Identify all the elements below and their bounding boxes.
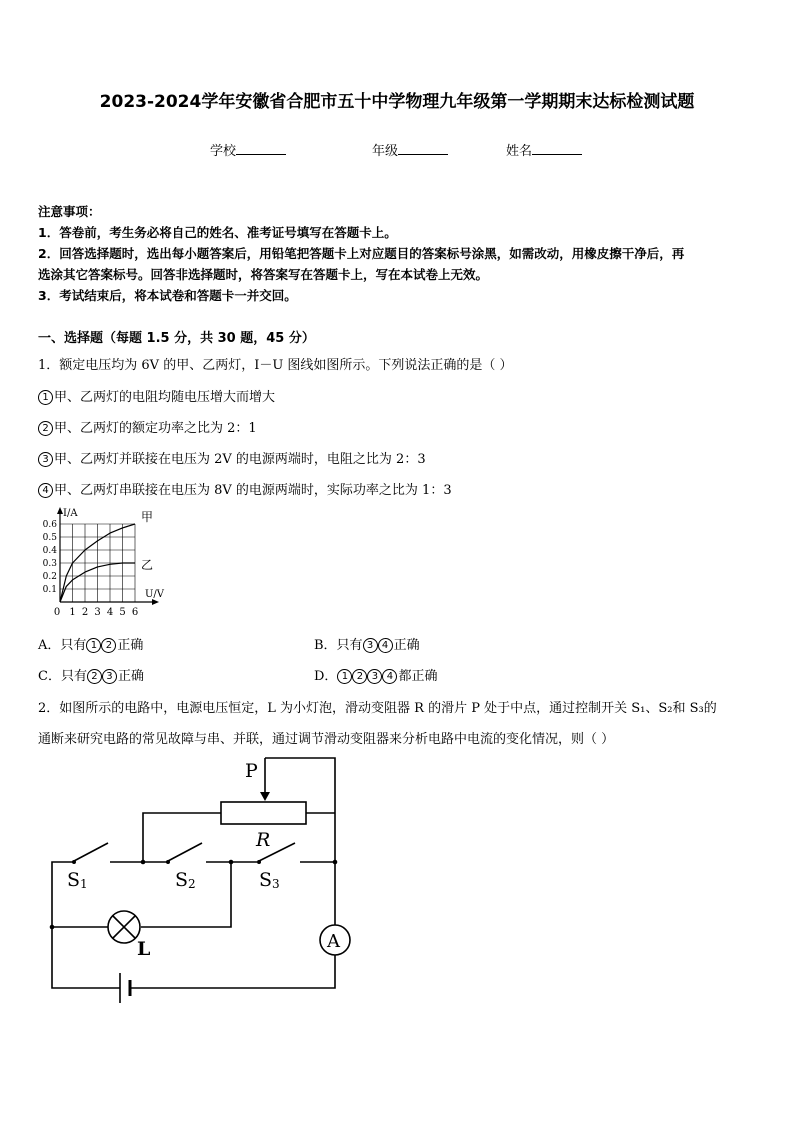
y-tick-label: 0.4 [42, 546, 57, 556]
q1-statement-4: 4 甲、乙两灯串联接在电压为 8V 的电源两端时，实际功率之比为 1：3 [38, 479, 452, 498]
grade-label: 年级 [372, 144, 399, 159]
note-item-1: 1．答卷前，考生务必将自己的姓名、准考证号填写在答题卡上。 [38, 225, 397, 240]
q1-statement-1: 1 甲、乙两灯的电阻均随电压增大而增大 [38, 386, 275, 405]
x-tick-label: 5 [119, 607, 126, 618]
circled-number: 3 [38, 452, 53, 467]
series-label-1: 甲 [141, 510, 154, 524]
label-p: P [245, 760, 258, 782]
junction-dot [50, 925, 55, 930]
q1-statement-3: 3 甲、乙两灯并联接在电压为 2V 的电源两端时，电阻之比为 2：3 [38, 448, 426, 467]
q2-stem-line-1: 2．如图所示的电路中，电源电压恒定，L 为小灯泡，滑动变阻器 R 的滑片 P 处于中点，通过控制开关 S₁、S₂和 S₃的 [38, 701, 717, 716]
section-heading: 一、选择题（每题 1.5 分，共 30 题，45 分） [38, 331, 315, 346]
slider-wire [265, 758, 335, 925]
series-label-2: 乙 [141, 558, 154, 572]
label-a: A [327, 931, 340, 952]
q2-stem-line-2: 通断来研究电路的常见故障与串、并联，通过调节滑动变阻器来分析电路中电流的变化情况，则（ ） [38, 732, 615, 747]
label-s1: S1 [67, 869, 88, 891]
x-tick-label: 4 [106, 607, 114, 618]
circled-number: 1 [38, 390, 53, 405]
circled-number: 4 [38, 483, 53, 498]
x-tick-label: 6 [131, 607, 139, 618]
q1-option-c[interactable]: C．只有 2 3 正确 [38, 669, 144, 684]
grade-blank [398, 142, 448, 155]
x-tick-label: 3 [94, 607, 101, 618]
switch-s2-blade [168, 843, 202, 861]
q1-statement-2: 2 甲、乙两灯的额定功率之比为 2：1 [38, 417, 257, 436]
school-field [210, 140, 286, 159]
q1-stem: 1．额定电压均为 6V 的甲、乙两灯，I－U 图线如图所示。下列说法正确的是（ ） [38, 358, 513, 373]
junction-dot [141, 860, 146, 865]
grade-field [372, 140, 448, 159]
rheostat-left-wire [110, 813, 221, 862]
switch-s1-blade [74, 843, 108, 861]
switch-contact [72, 860, 76, 864]
circuit-diagram [38, 755, 368, 1023]
q1-option-a[interactable]: A．只有 1 2 正确 [38, 638, 144, 653]
name-blank [532, 142, 582, 155]
q1-option-b[interactable]: B．只有 3 4 正确 [314, 638, 420, 653]
iu-chart [38, 505, 168, 620]
y-tick-label: 0.6 [42, 520, 57, 530]
y-tick-label: 0.2 [42, 572, 57, 582]
junction-dot [333, 860, 338, 865]
note-item-2-line-1: 2．回答选择题时，选出每小题答案后，用铅笔把答题卡上对应题目的答案标号涂黑，如需改动，用橡皮擦干净后，再 [38, 246, 685, 261]
x-axis-label: U/V [145, 589, 165, 600]
circled-number: 2 [38, 421, 53, 436]
notes-heading: 注意事项： [38, 204, 101, 219]
school-label: 学校 [210, 144, 237, 159]
switch-contact [257, 860, 261, 864]
label-l: L [137, 938, 151, 960]
q1-option-d[interactable]: D． 1 2 3 4 都正确 [314, 669, 438, 684]
slider-arrow-icon [260, 792, 270, 801]
rheostat-body [221, 802, 306, 824]
x-tick-label: 2 [81, 607, 89, 618]
switch-contact [166, 860, 170, 864]
label-r: R [256, 829, 271, 851]
label-s3: S3 [259, 869, 280, 891]
name-label: 姓名 [506, 144, 533, 159]
y-axis-label: I/A [63, 508, 78, 519]
junction-dot [229, 860, 234, 865]
y-tick-label: 0.1 [42, 585, 57, 595]
x-tick-label: 1 [69, 607, 76, 618]
note-item-2-line-2: 选涂其它答案标号。回答非选择题时，将答案写在答题卡上，写在本试卷上无效。 [38, 267, 489, 282]
label-s2: S2 [175, 869, 196, 891]
origin-label: 0 [53, 607, 61, 618]
right-bottom-wire [130, 955, 335, 988]
page-title: 2023-2024学年安徽省合肥市五十中学物理九年级第一学期期末达标检测试题 [99, 92, 695, 112]
y-tick-label: 0.3 [42, 559, 57, 569]
note-item-3: 3．考试结束后，将本试卷和答题卡一并交回。 [38, 288, 297, 303]
school-blank [236, 142, 286, 155]
name-field [506, 140, 582, 159]
y-tick-label: 0.5 [42, 533, 57, 543]
